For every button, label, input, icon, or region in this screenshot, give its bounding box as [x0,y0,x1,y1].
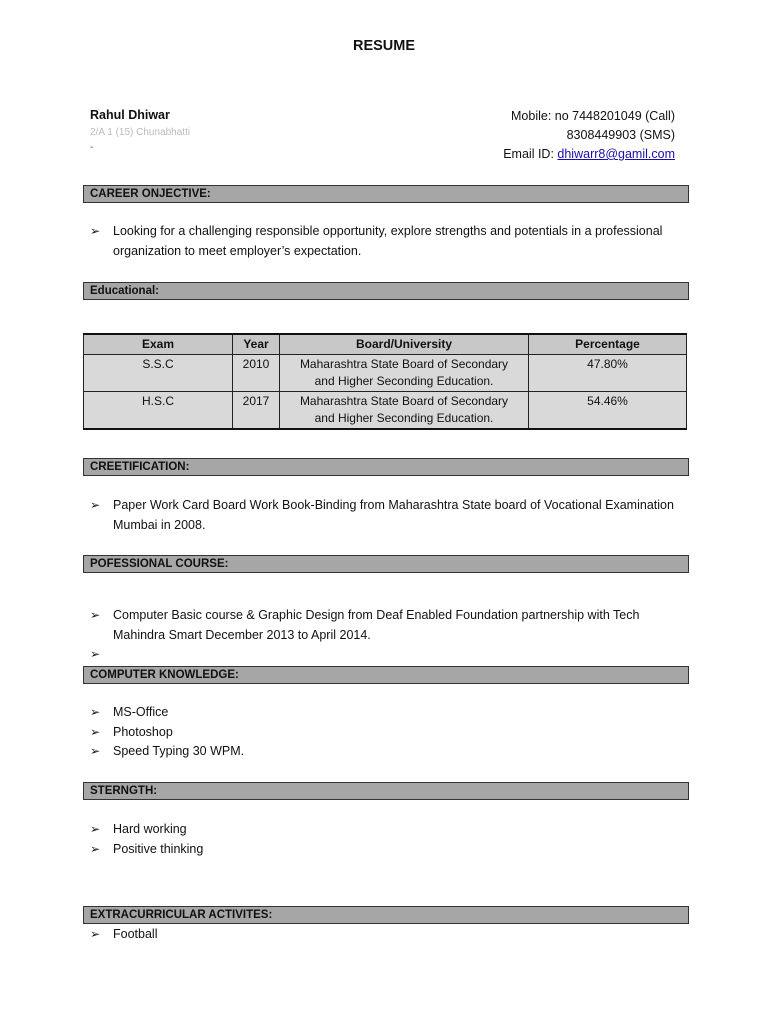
table-row [84,355,687,392]
contact-block [503,107,675,164]
column-header-year: Year [233,334,280,355]
address-line: 2/A 1 (15) Chunabhatti [90,127,191,138]
professional-course-list [90,606,670,665]
computer-knowledge-list [90,703,690,762]
arrow-bullet-icon: ➢ [90,498,101,512]
cell-board: Maharashtra State Board of Secondary and Higher Seconding Education. [280,355,529,392]
cell-exam: S.S.C [84,355,233,392]
education-table [83,333,687,430]
list-item: ➢ Speed Typing 30 WPM. [90,742,690,762]
document-title: RESUME [352,38,416,54]
candidate-name: Rahul Dhiwar [90,108,170,122]
email-line [503,145,675,164]
list-item: ➢ MS-Office [90,703,690,723]
list-item: ➢ Photoshop [90,723,690,743]
list-item [90,645,670,665]
strength-list [90,820,690,859]
cell-year: 2010 [233,355,280,392]
cell-board: Maharashtra State Board of Secondary and Higher Seconding Education. [280,392,529,430]
email-link[interactable]: dhiwarr8@gamil.com [557,147,675,161]
certification-list [90,496,690,535]
section-heading-educational: Educational: [83,282,689,300]
list-item: ➢ Positive thinking [90,840,690,860]
list-item: ➢ Football [90,925,690,945]
list-item: ➢ Looking for a challenging responsible opportunity, explore strengths and potentials in a professional organization to meet employer’s expectation. [90,224,663,258]
career-objective-list [90,222,680,261]
list-item: ➢ Hard working [90,820,690,840]
arrow-bullet-icon: ➢ [90,744,101,758]
column-header-board: Board/University [280,334,529,355]
arrow-bullet-icon: ➢ [90,927,101,941]
section-heading-career-objective: CAREER ONJECTIVE: [83,185,689,203]
mobile-sms: 8308449903 (SMS) [566,128,675,142]
column-header-exam: Exam [84,334,233,355]
arrow-bullet-icon: ➢ [90,841,101,856]
arrow-bullet-icon: ➢ [90,705,101,719]
list-item: ➢ Computer Basic course & Graphic Design from Deaf Enabled Foundation partnership with Tech Mahindra Smart December 2013 to April 2014. [90,608,640,642]
arrow-bullet-icon: ➢ [90,724,101,739]
table-row [84,392,687,430]
mobile-call: Mobile: no 7448201049 (Call) [511,109,675,123]
list-item: ➢ Paper Work Card Board Work Book-Binding from Maharashtra State board of Vocational Examination Mumbai in 2008. [90,498,674,532]
table-header-row [84,334,687,355]
section-heading-certification: CREETIFICATION: [83,458,689,476]
column-header-percentage: Percentage [529,334,687,355]
arrow-bullet-icon: ➢ [90,224,101,238]
section-heading-professional-course: POFESSIONAL COURSE: [83,555,689,573]
cell-percentage: 54.46% [529,392,687,430]
address-line-2: - [90,142,94,153]
cell-year: 2017 [233,392,280,430]
arrow-bullet-icon: ➢ [90,608,101,622]
cell-exam: H.S.C [84,392,233,430]
email-label: Email ID: [503,147,558,161]
section-heading-computer-knowledge: COMPUTER KNOWLEDGE: [83,666,689,684]
section-heading-strength: STERNGTH: [83,782,689,800]
extracurricular-list [90,925,690,945]
arrow-bullet-icon: ➢ [90,647,101,661]
section-heading-extracurricular: EXTRACURRICULAR ACTIVITES: [83,906,689,924]
arrow-bullet-icon: ➢ [90,822,101,836]
cell-percentage: 47.80% [529,355,687,392]
